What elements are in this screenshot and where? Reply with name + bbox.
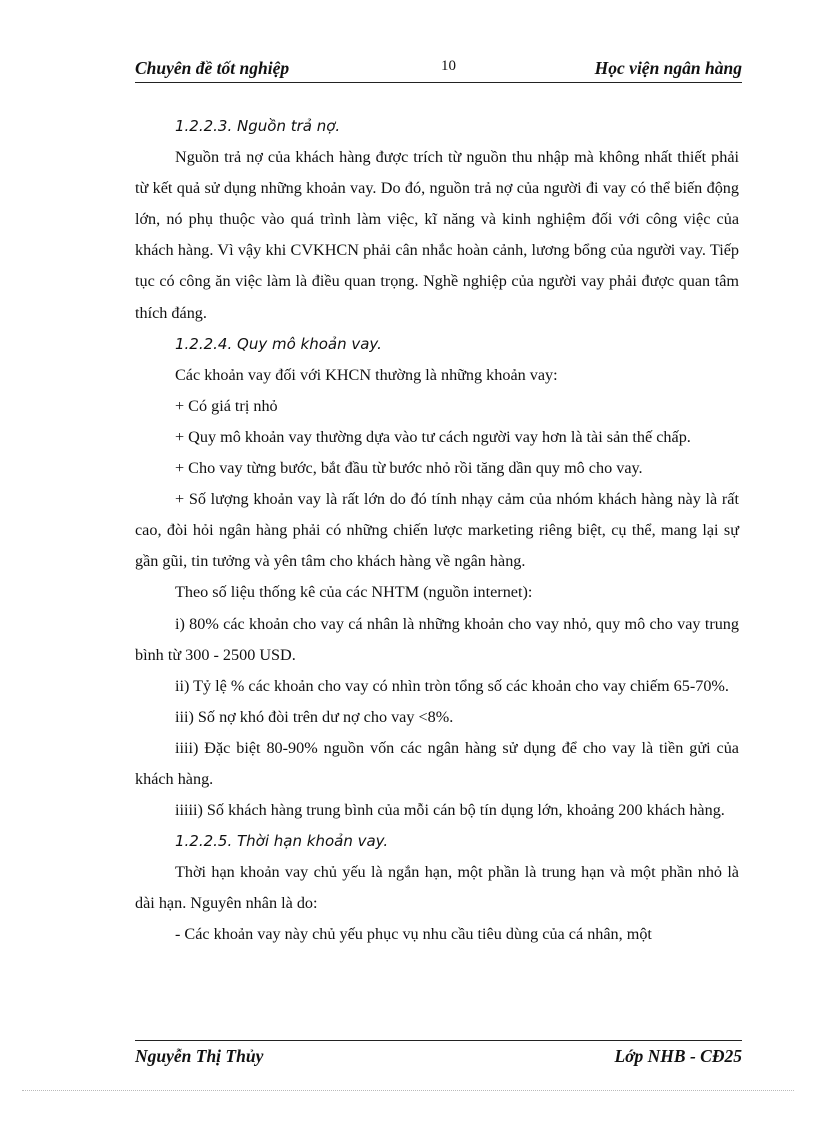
header-title: Chuyên đề tốt nghiệp [135,58,290,78]
page-number: 10 [441,58,456,74]
list-item: iiii) Đặc biệt 80-90% nguồn vốn các ngân hàng sử dụng để cho vay là tiền gửi của khách hàng. [135,738,739,788]
header-institution: Học viện ngân hàng [594,58,742,78]
document-body [135,111,739,951]
list-item: + Quy mô khoản vay thường dựa vào tư cách người vay hơn là tài sản thế chấp. [175,427,691,446]
section-heading: 1.2.2.4. Quy mô khoản vay. [175,334,382,353]
paragraph: Thời hạn khoản vay chủ yếu là ngắn hạn, một phần là trung hạn và một phần nhỏ là dài hạn. Nguyên nhân là do: [135,863,739,913]
list-item: iii) Số nợ khó đòi trên dư nợ cho vay <8%. [175,707,454,726]
list-item: i) 80% các khoản cho vay cá nhân là những khoản cho vay nhỏ, quy mô cho vay trung bình từ 300 - 2500 USD. [135,614,739,664]
list-item: + Cho vay từng bước, bắt đầu từ bước nhỏ rồi tăng dần quy mô cho vay. [175,459,643,478]
paragraph: Theo số liệu thống kê của các NHTM (nguồn internet): [175,583,533,602]
page-edge-divider [22,1090,794,1091]
list-item: ii) Tỷ lệ % các khoản cho vay có nhìn tròn tổng số các khoản cho vay chiếm 65-70%. [175,676,729,695]
page-footer [135,1040,742,1071]
page-header [135,56,742,83]
list-item: iiiii) Số khách hàng trung bình của mỗi cán bộ tín dụng lớn, khoảng 200 khách hàng. [175,801,725,820]
paragraph: - Các khoản vay này chủ yếu phục vụ nhu cầu tiêu dùng của cá nhân, một [175,925,652,944]
section-heading: 1.2.2.5. Thời hạn khoản vay. [175,832,389,851]
paragraph: Các khoản vay đối với KHCN thường là những khoản vay: [175,365,558,384]
section-heading: 1.2.2.3. Nguồn trả nợ. [175,117,341,135]
footer-class: Lớp NHB - CĐ25 [614,1046,742,1066]
paragraph: Nguồn trả nợ của khách hàng được trích từ nguồn thu nhập mà không nhất thiết phải từ kết quả sử dụng những khoản vay. Do đó, nguồn trả nợ của người đi vay có thể biến động lớn, nó phụ thuộc vào quá trình làm việc, kĩ năng và kinh nghiệm đối với công việc của khách hàng. Vì vậy khi CVKHCN phải cân nhắc hoàn cảnh, lương bổng của người vay. Tiếp tục có công ăn việc làm là điều quan trọng. Nghề nghiệp của người vay phải được quan tâm thích đáng. [135,148,739,322]
list-item: + Có giá trị nhỏ [175,396,278,415]
footer-author: Nguyễn Thị Thủy [135,1046,264,1066]
list-item: + Số lượng khoản vay là rất lớn do đó tính nhạy cảm của nhóm khách hàng này là rất cao, đòi hỏi ngân hàng phải có những chiến lược marketing riêng biệt, cụ thể, mang lại sự gần gũi, tin tưởng và yên tâm cho khách hàng về ngân hàng. [135,490,739,571]
